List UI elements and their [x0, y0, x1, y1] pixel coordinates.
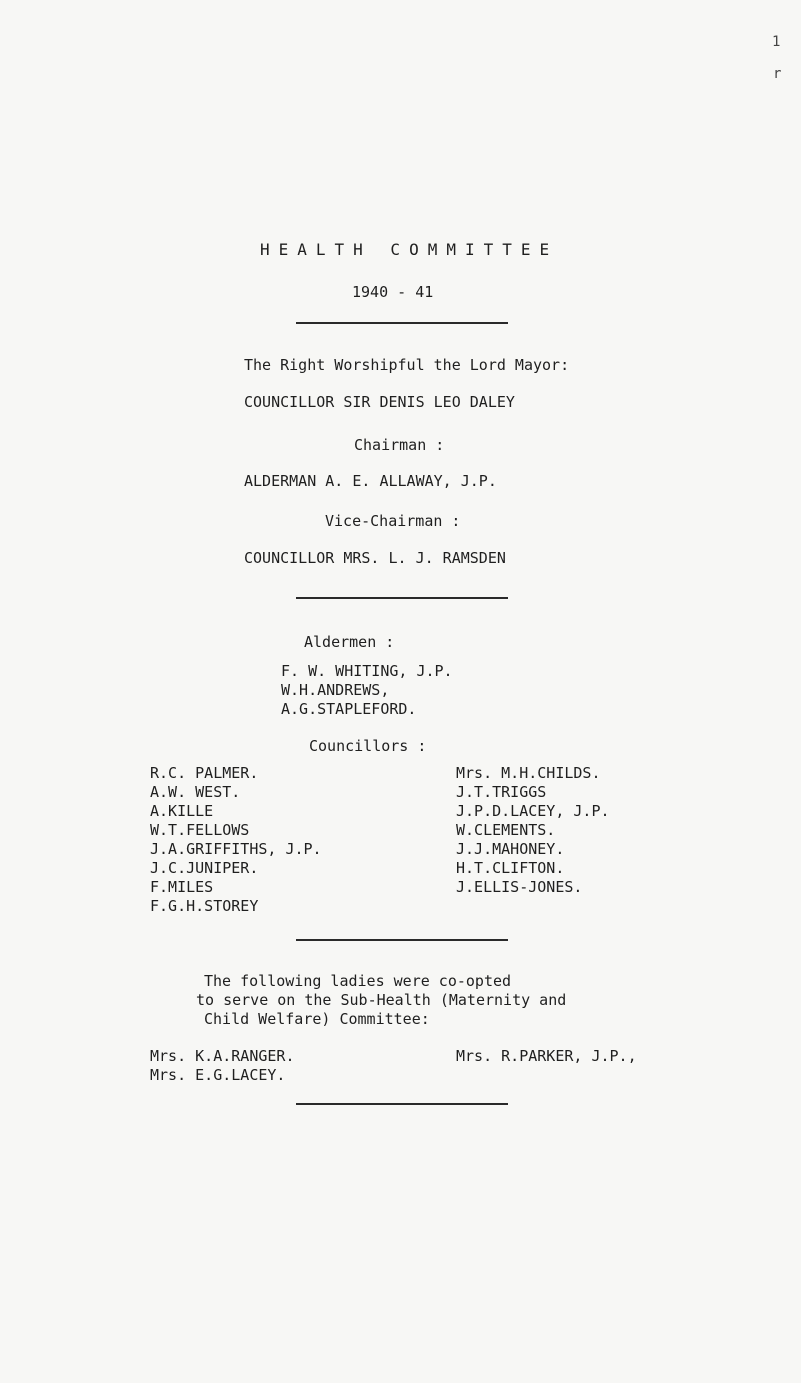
divider-2	[296, 597, 508, 599]
alderman-3: A.G.STAPLEFORD.	[281, 700, 417, 718]
coopted-text-line-1: The following ladies were co-opted	[204, 972, 512, 990]
councillor-left-1: R.C. PALMER.	[150, 764, 259, 782]
councillor-right-5: J.J.MAHONEY.	[456, 840, 565, 858]
committee-years: 1940 - 41	[352, 283, 434, 301]
councillor-right-3: J.P.D.LACEY, J.P.	[456, 802, 610, 820]
coopted-left-2: Mrs. E.G.LACEY.	[150, 1066, 286, 1084]
chairman-label: Chairman :	[354, 436, 445, 454]
committee-title: HEALTH COMMITTEE	[260, 240, 559, 259]
councillor-left-5: J.A.GRIFFITHS, J.P.	[150, 840, 322, 858]
coopted-text-line-3: Child Welfare) Committee:	[204, 1010, 430, 1028]
councillor-right-4: W.CLEMENTS.	[456, 821, 556, 839]
coopted-right-1: Mrs. R.PARKER, J.P.,	[456, 1047, 637, 1065]
councillor-right-7: J.ELLIS-JONES.	[456, 878, 583, 896]
divider-1	[296, 322, 508, 324]
coopted-left-1: Mrs. K.A.RANGER.	[150, 1047, 295, 1065]
aldermen-label: Aldermen :	[304, 633, 395, 651]
chairman-name: ALDERMAN A. E. ALLAWAY, J.P.	[244, 472, 497, 490]
councillor-left-7: F.MILES	[150, 878, 214, 896]
councillor-left-4: W.T.FELLOWS	[150, 821, 250, 839]
councillors-label: Councillors :	[309, 737, 427, 755]
councillor-left-8: F.G.H.STOREY	[150, 897, 259, 915]
divider-3	[296, 939, 508, 941]
alderman-1: F. W. WHITING, J.P.	[281, 662, 453, 680]
vice-chairman-name: COUNCILLOR MRS. L. J. RAMSDEN	[244, 549, 506, 567]
councillor-left-2: A.W. WEST.	[150, 783, 241, 801]
councillor-left-6: J.C.JUNIPER.	[150, 859, 259, 877]
councillor-right-6: H.T.CLIFTON.	[456, 859, 565, 877]
mayor-label: The Right Worshipful the Lord Mayor:	[244, 356, 570, 374]
alderman-2: W.H.ANDREWS,	[281, 681, 390, 699]
councillor-right-1: Mrs. M.H.CHILDS.	[456, 764, 601, 782]
corner-mark-1: 1	[772, 34, 781, 50]
vice-chairman-label: Vice-Chairman :	[325, 512, 461, 530]
mayor-name: COUNCILLOR SIR DENIS LEO DALEY	[244, 393, 515, 411]
councillor-right-2: J.T.TRIGGS	[456, 783, 547, 801]
councillor-left-3: A.KILLE	[150, 802, 214, 820]
corner-mark-2: r	[773, 66, 782, 82]
divider-4	[296, 1103, 508, 1105]
coopted-text-line-2: to serve on the Sub-Health (Maternity and	[196, 991, 567, 1009]
